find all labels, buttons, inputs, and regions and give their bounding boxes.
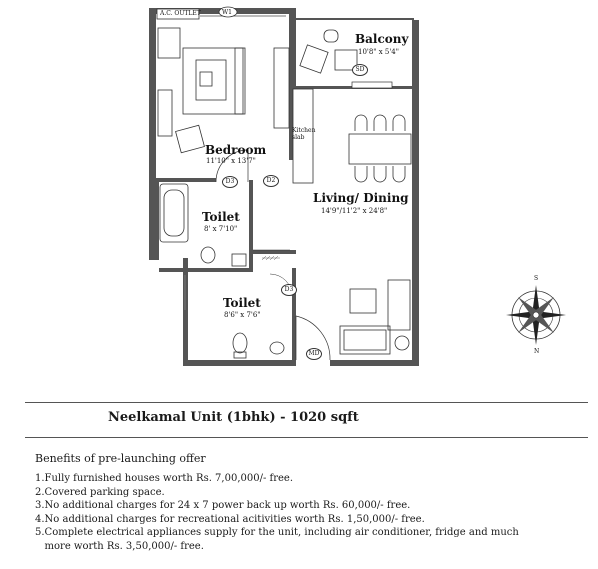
benefits-title: Benefits of pre-launching offer — [35, 452, 206, 465]
benefit-item: 2.Covered parking space. — [35, 486, 165, 498]
dining-table — [349, 115, 411, 182]
balcony-name: Balcony — [355, 32, 409, 46]
compass-s-label: S — [534, 275, 539, 282]
benefit-item: more worth Rs. 3,50,000/- free. — [35, 540, 204, 552]
bedroom-dim: 11'10" x 13'7" — [206, 157, 256, 165]
compass-n-label: N — [534, 348, 540, 355]
benefit-item: 5.Complete electrical appliances supply for the unit, including air conditioner, fridge and much — [35, 527, 519, 539]
toilet2-fixtures — [233, 333, 284, 358]
door-tag-md: MD — [306, 348, 322, 360]
toilet1-dim: 8' x 7'10" — [204, 225, 238, 233]
unit-title: Neelkamal Unit (1bhk) - 1020 sqft — [108, 410, 359, 425]
sofas — [340, 280, 410, 354]
window-tag-w1: W1 — [222, 9, 232, 16]
kitchen-slab-label: Kitchen slab — [292, 127, 316, 141]
walls — [149, 8, 419, 366]
toilet2-dim: 8'6" x 7'6" — [224, 311, 261, 319]
toilet1-name: Toilet — [202, 210, 240, 224]
door-tag-d3-top: D3 — [222, 176, 238, 188]
divider-bottom — [25, 437, 588, 438]
compass-rose — [506, 285, 566, 345]
benefits-list — [35, 472, 575, 554]
balcony-dim: 10'8" x 5'4" — [358, 48, 399, 56]
living-dining-name: Living/ Dining — [313, 191, 409, 205]
ac-outlet-label: A.C. OUTLET — [160, 10, 201, 17]
benefit-item: 3.No additional charges for 24 x 7 power back up worth Rs. 60,000/- free. — [35, 500, 411, 512]
sd-tag: SD — [352, 64, 368, 76]
door-tag-d2: D2 — [263, 175, 279, 187]
bedroom-name: Bedroom — [205, 143, 267, 157]
benefit-item: 1.Fully furnished houses worth Rs. 7,00,000/- free. — [35, 473, 294, 484]
living-dining-dim: 14'9"/11'2" x 24'8" — [321, 207, 388, 215]
divider-top — [25, 402, 588, 403]
benefit-item: 4.No additional charges for recreational acitivities worth Rs. 1,50,000/- free. — [35, 513, 425, 525]
bed — [158, 28, 289, 153]
toilet2-name: Toilet — [223, 296, 261, 310]
balcony-chairs — [300, 30, 357, 73]
door-tag-d3-lower: D3 — [281, 284, 297, 296]
